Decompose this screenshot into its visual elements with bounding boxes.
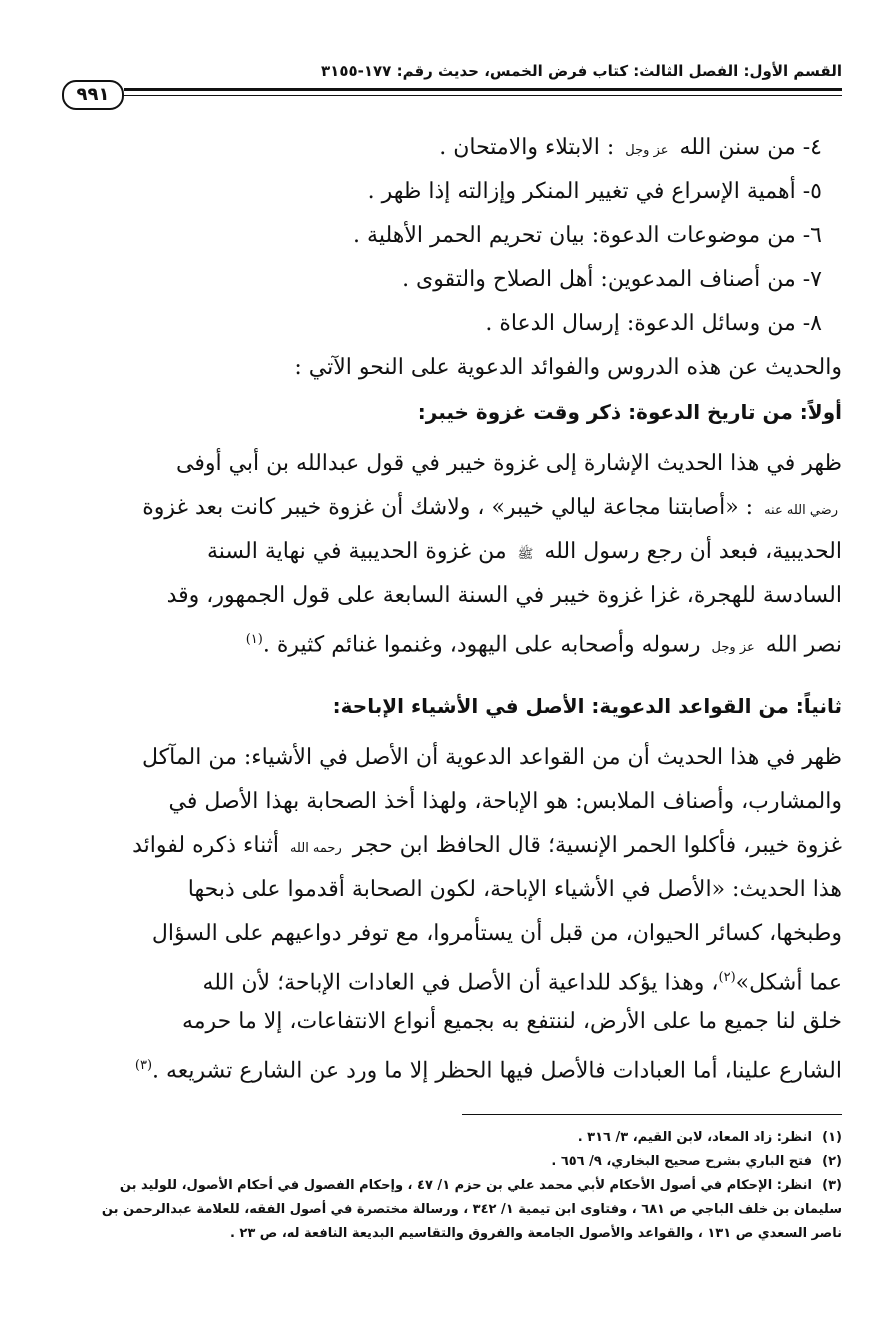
paragraph-line: رضي الله عنه : «أصابتنا مجاعة ليالي خيبر» ، ولاشك أن غزوة خيبر كانت بعد غزوة: [62, 486, 842, 530]
list-item-text: : الابتلاء والامتحان .: [439, 135, 622, 160]
page: [62, 52, 842, 1312]
list-item: ٦- من موضوعات الدعوة: بيان تحريم الحمر الأهلية .: [353, 223, 822, 248]
footnote-text-continued: سليمان بن خلف الباجي ص ٦٨١ ، وفتاوى ابن تيمية ١/ ٣٤٢ ، ورسالة مختصرة في أصول الفقه، للعلامة عبدالرحمن بن: [101, 1202, 842, 1217]
honorific-glyph: رضي الله عنه: [764, 503, 838, 518]
section-heading-1: أولاً: من تاريخ الدعوة: ذكر وقت غزوة خيبر:: [417, 400, 842, 424]
paragraph-line: ظهر في هذا الحديث الإشارة إلى غزوة خيبر في قول عبدالله بن أبي أوفى: [176, 451, 842, 476]
footnote-ref[interactable]: (٢): [718, 970, 736, 985]
footnote-text: انظر: الإحكام في أصول الأحكام لأبي محمد علي بن حزم ١/ ٤٧ ، وإحكام الفصول في أحكام الأصول، للوليد بن: [119, 1178, 812, 1193]
paragraph-line: وطبخها، كسائر الحيوان، من قبل أن يستأمروا، مع توفر دواعيهم على السؤال: [151, 921, 842, 946]
list-item-text: ٤- من سنن الله: [672, 135, 822, 160]
footnote-ref[interactable]: (٣): [134, 1058, 153, 1073]
list-item: ٧- من أصناف المدعوين: أهل الصلاح والتقوى .: [402, 267, 822, 292]
paragraph-line: هذا الحديث: «الأصل في الأشياء الإباحة، لكون الصحابة أقدموا على ذبحها: [187, 877, 842, 902]
footnote-number: (٣): [822, 1178, 842, 1193]
page-number: ٩٩١: [62, 80, 124, 110]
paragraph-line: الشارع علينا، أما العبادات فالأصل فيها الحظر إلا ما ورد عن الشارع تشريعه .$^{(٣)}$: [134, 1058, 842, 1084]
paragraph-line: عما أشكل»$^{(٢)}$، وهذا يؤكد للداعية أن الأصل في العادات الإباحة؛ لأن الله: [202, 970, 842, 996]
footnote-text: فتح الباري بشرح صحيح البخاري، ٩/ ٦٥٦ .: [551, 1154, 812, 1169]
honorific-glyph: رحمه الله: [289, 841, 342, 856]
footnote-ref[interactable]: (١): [245, 632, 263, 647]
paragraph-line: ظهر في هذا الحديث أن من القواعد الدعوية أن الأصل في الأشياء: من المآكل: [142, 745, 842, 770]
list-item: ٥- أهمية الإسراع في تغيير المنكر وإزالته إذا ظهر .: [367, 179, 822, 204]
honorific-glyph: عز وجل: [711, 640, 755, 656]
header-rule-thick: [124, 88, 842, 91]
paragraph-line: خلق لنا جميع ما على الأرض، لننتفع به بجميع أنواع الانتفاعات، إلا ما حرمه: [181, 1009, 842, 1034]
lead-paragraph: والحديث عن هذه الدروس والفوائد الدعوية على النحو الآتي :: [294, 355, 842, 380]
list-item: ٨- من وسائل الدعوة: إرسال الدعاة .: [485, 311, 822, 336]
paragraph-line: غزوة خيبر، فأكلوا الحمر الإنسية؛ قال الحافظ ابن حجر رحمه الله أثناء ذكره لفوائد: [132, 833, 842, 858]
section-heading-2: ثانياً: من القواعد الدعوية: الأصل في الأشياء الإباحة:: [332, 694, 842, 718]
footnote: [62, 1126, 842, 1150]
footnotes: [62, 1126, 842, 1246]
footnote: [62, 1150, 842, 1174]
running-head: القسم الأول: الفصل الثالث: كتاب فرض الخمس، حديث رقم: ١٧٧-٣١٥٥: [321, 62, 842, 80]
section-paragraph-1: [62, 442, 842, 662]
footnote-text-continued: ناصر السعدي ص ١٣١ ، والقواعد والأصول الجامعة والفروق والتقاسيم البديعة النافعة له، ص ٢٣ .: [229, 1226, 842, 1241]
lessons-list: [62, 126, 842, 390]
paragraph-line: والمشارب، وأصناف الملابس: هو الإباحة، ولهذا أخذ الصحابة بهذا الأصل في: [168, 789, 842, 814]
footnote: [62, 1174, 842, 1246]
footnote-text: انظر: زاد المعاد، لابن القيم، ٣/ ٣١٦ .: [577, 1130, 812, 1145]
honorific-glyph: ﷺ: [517, 547, 534, 562]
list-item: [62, 126, 842, 170]
footnote-separator: [462, 1114, 842, 1115]
header-rule-thin: [124, 95, 842, 96]
section-paragraph-2: [62, 736, 842, 1088]
paragraph-line: الحديبية، فبعد أن رجع رسول الله ﷺ من غزوة الحديبية في نهاية السنة: [206, 539, 842, 564]
footnote-number: (٢): [822, 1154, 842, 1169]
footnote-number: (١): [822, 1130, 842, 1145]
honorific-glyph: عز وجل: [625, 143, 669, 158]
paragraph-line: السادسة للهجرة، غزا غزوة خيبر في السنة السابعة على قول الجمهور، وقد: [166, 583, 842, 608]
paragraph-line: نصر الله عز وجل رسوله وأصحابه على اليهود، وغنموا غنائم كثيرة .$^{(١)}$: [245, 632, 842, 658]
